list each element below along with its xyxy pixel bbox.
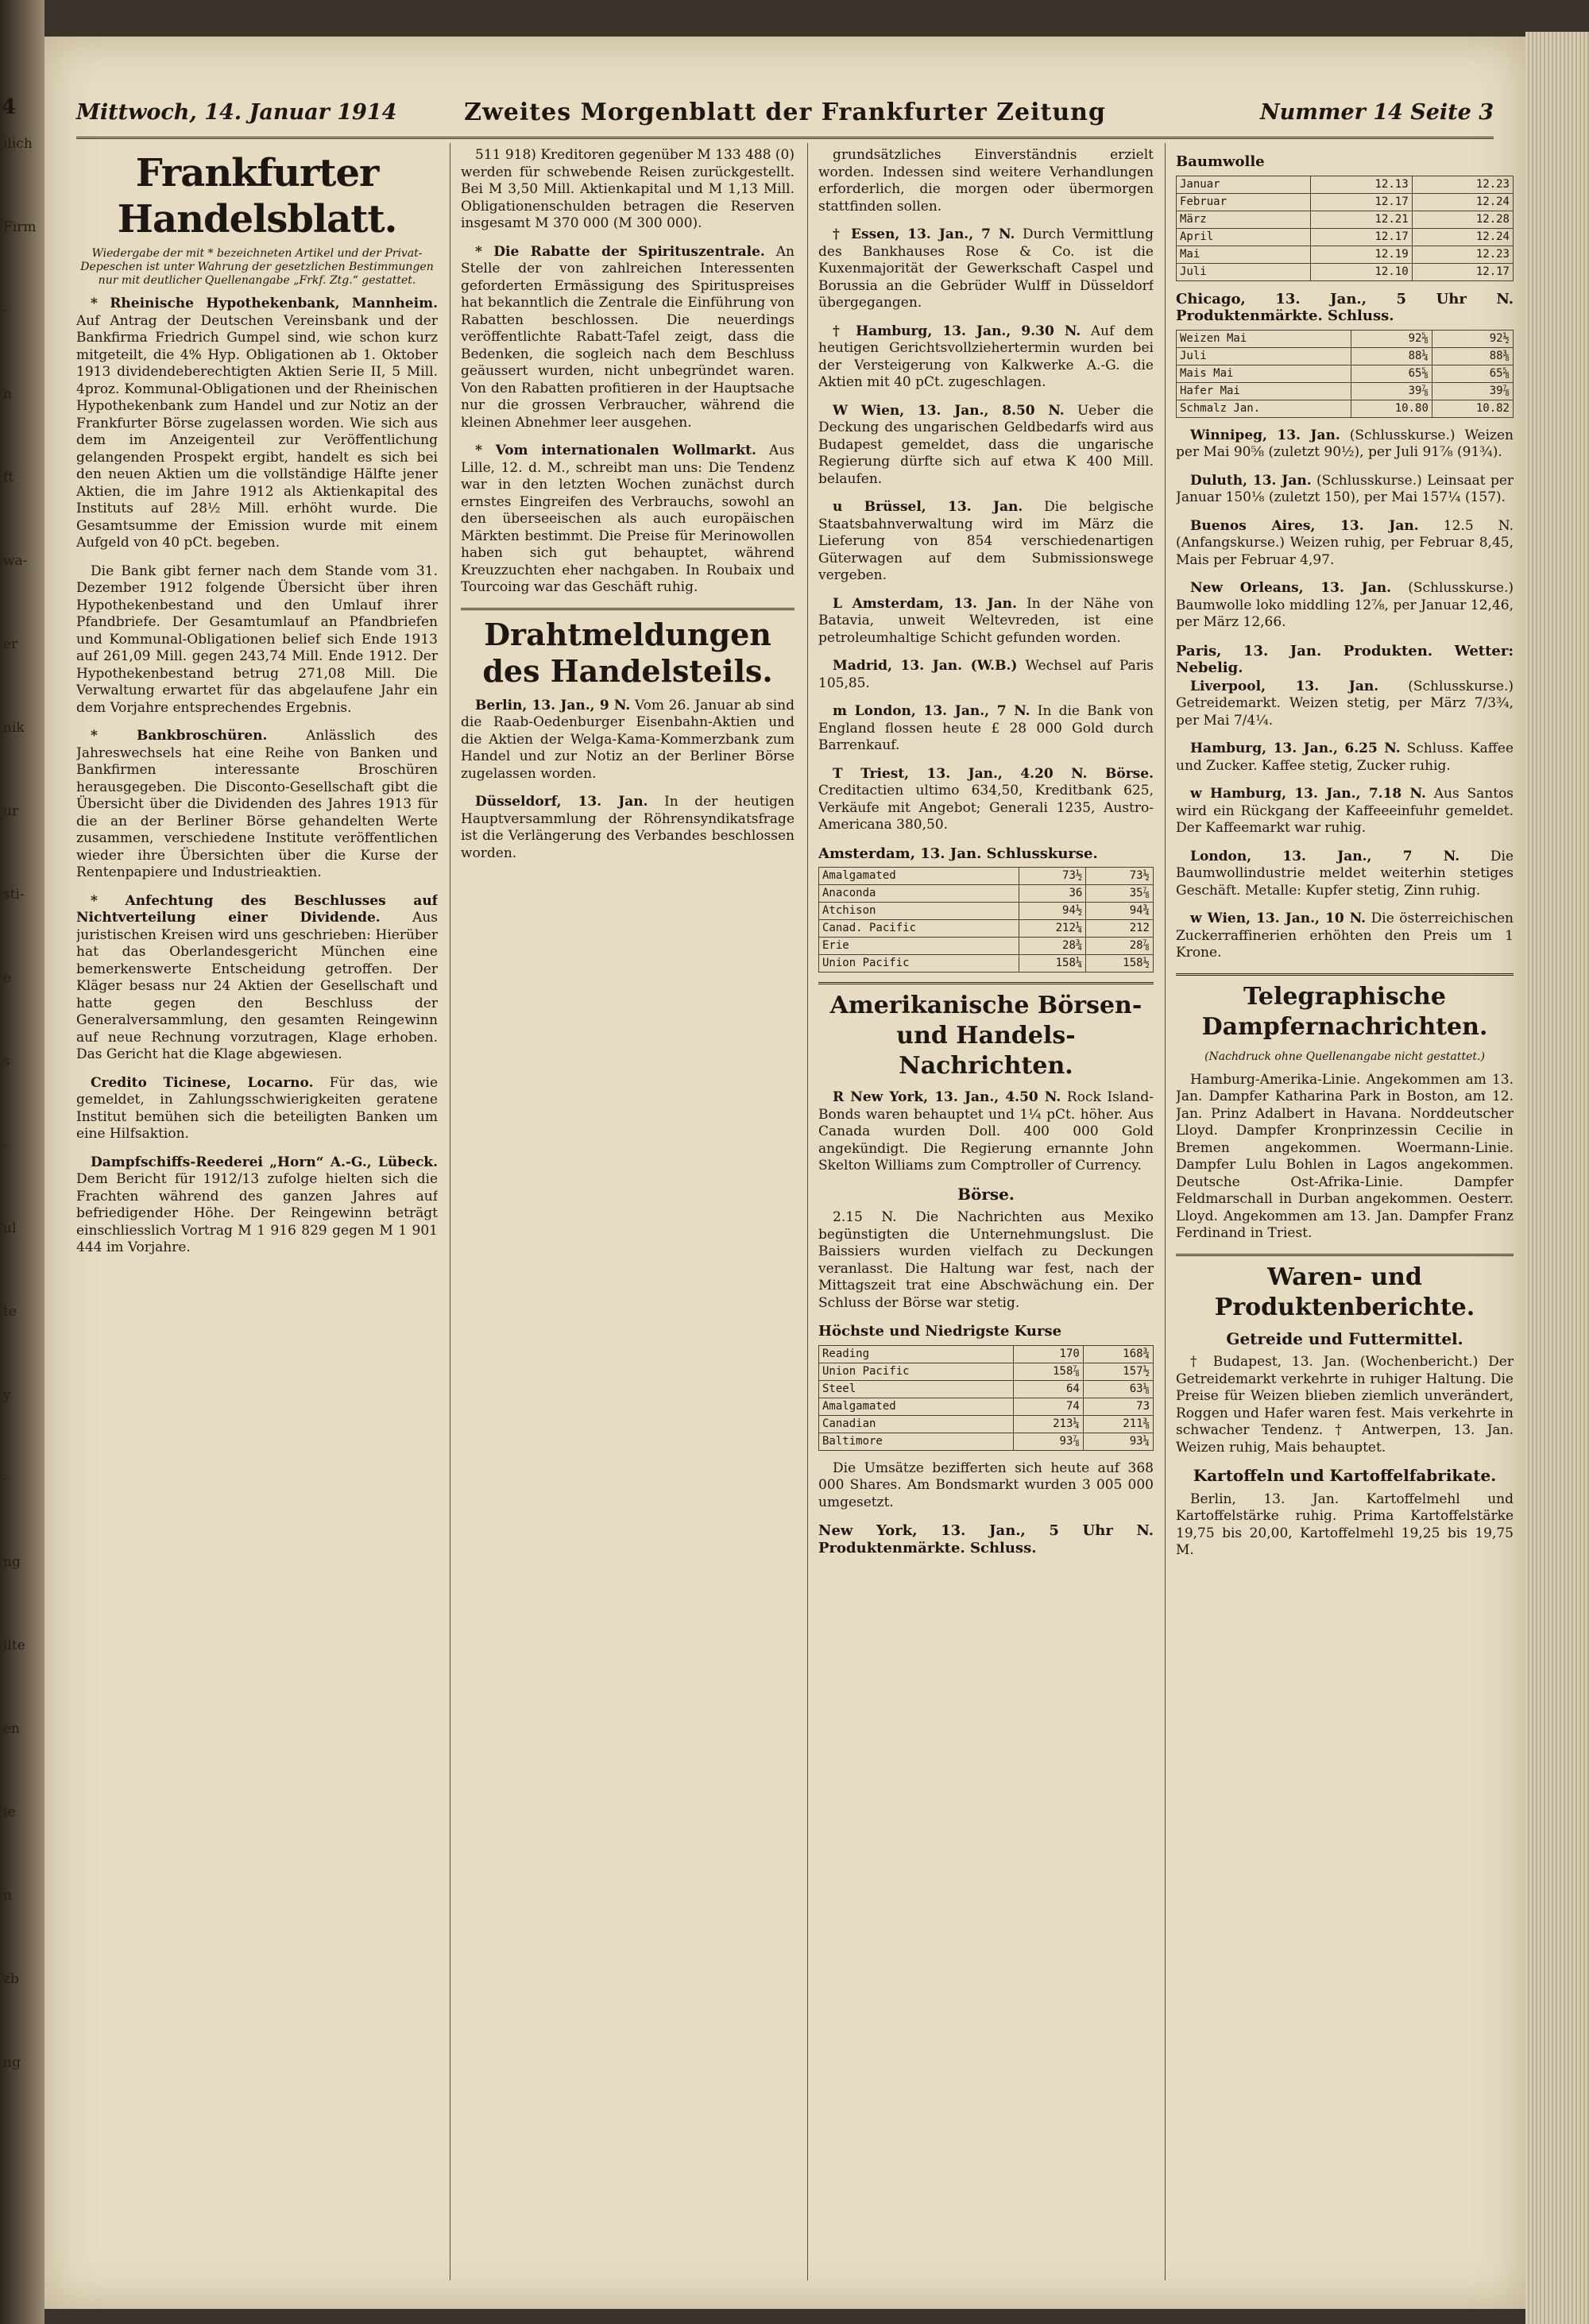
article: Dampfschiffs-Reederei „Horn“ A.-G., Lübeck. Dem Bericht für 1912/13 zufolge hielten sich die Frachten während des ganzen Jahres auf befriedigender Höhe. Der Reingewinn beträgt einschliesslich Vortrag M 1 916 829 gegen M 1 901 444 im Vorjahre. <box>76 1154 438 1255</box>
spine-text-fragment: n <box>3 386 12 402</box>
spine-page-number: 4 <box>2 95 17 119</box>
market-report: London, 13. Jan., 7 N. Die Baumwollindustrie meldet weiterhin stetiges Geschäft. Metalle: Kupfer stetig, Zinn ruhig. <box>1176 848 1514 899</box>
table-cell-value: 73 <box>1083 1398 1153 1415</box>
page-stack-edge <box>1525 32 1589 2324</box>
header-date: Mittwoch, 14. Januar 1914 <box>76 100 397 125</box>
table-cell-value: 92⅝ <box>1351 330 1432 347</box>
wire-item: Madrid, 13. Jan. (W.B.) Wechsel auf Paris 105,85. <box>818 658 1154 691</box>
amsterdam-price-table <box>818 867 1154 973</box>
steamer-news: Hamburg-Amerika-Linie. Angekommen am 13. Jan. Dampfer Katharina Park in Boston, am 12. Jan. Prinz Adalbert in Havana. Norddeutscher Lloyd. Dampfer Kronprinzessin Cecilie in Bremen angekommen. Woermann-Linie. Dampfer Lulu Bohlen in Lagos angekommen. Deutsche Ost-Afrika-Linie. Dampfer Feldmarschall in Durban angekommen. Oesterr. Lloyd. Angekommen am 13. Jan. Dampfer Franz Ferdinand in Triest. <box>1176 1071 1514 1241</box>
table-cell-value: 211⅜ <box>1083 1415 1153 1433</box>
table-cell-value: 158¼ <box>1019 955 1086 973</box>
table-row <box>1177 193 1514 211</box>
table-cell-label: Schmalz Jan. <box>1177 400 1351 417</box>
table-cell-value: 28⅞ <box>1086 938 1154 955</box>
table-cell-value: 63⅛ <box>1083 1380 1153 1398</box>
book-spine <box>0 0 44 2324</box>
article: * Bankbroschüren. Anlässlich des Jahreswechsels hat eine Reihe von Banken und Bankfirmen interessante Broschüren herausgegeben. Die Disconto-Gesellschaft gibt die Übersicht über die Dividenden des Jahres 1913 für die an der Berliner Börse gehandelten Werte zusammen, verschiedene Institute veröffentlichen wieder ihre Übersichten über die Kurse der Rentenpapiere und Industrieaktien. <box>76 728 438 880</box>
article: Credito Ticinese, Locarno. Für das, wie gemeldet, in Zahlungsschwierigkeiten geratene Institut bemühen sich die beteiligten Banken um eine Hilfsaktion. <box>76 1074 438 1142</box>
table-cell-value: 170 <box>1013 1345 1083 1363</box>
spine-text-fragment: nik <box>3 720 25 736</box>
table-row <box>1177 246 1514 263</box>
table-cell-value: 12.23 <box>1412 246 1513 263</box>
table-cell-value: 12.10 <box>1311 263 1412 280</box>
table-cell-value: 12.19 <box>1311 246 1412 263</box>
market-report: Hamburg, 13. Jan., 6.25 N. Schluss. Kaffee und Zucker. Kaffee stetig, Zucker ruhig. <box>1176 741 1514 774</box>
table-cell-label: Juli <box>1177 263 1311 280</box>
wire-item: u Brüssel, 13. Jan. Die belgische Staatsbahnverwaltung wird im März die Lieferung von 854 verschiedenartigen Güterwagen auf dem Submissionswege vergeben. <box>818 499 1154 583</box>
table-cell-value: 73½ <box>1086 868 1154 885</box>
table-caption: Baumwolle <box>1176 153 1265 170</box>
table-cell-label: Steel <box>819 1380 1014 1398</box>
table-cell-value: 94¾ <box>1086 903 1154 920</box>
spine-text-fragment: ilte <box>3 1638 25 1653</box>
spine-text-fragment: wa- <box>3 553 28 569</box>
table-row <box>1177 365 1514 382</box>
table-row <box>1177 228 1514 246</box>
table-cell-value: 88⅜ <box>1432 347 1513 365</box>
table-cell-label: Baltimore <box>819 1433 1014 1450</box>
wire-item: L Amsterdam, 13. Jan. In der Nähe von Batavia, unweit Weltevreden, ist eine petroleumhaltige Schicht gefunden worden. <box>818 595 1154 646</box>
market-report: Liverpool, 13. Jan. (Schlusskurse.) Getreidemarkt. Weizen stetig, per März 7/3¾, per Mai 7/4¼. <box>1176 678 1514 729</box>
table-row <box>819 1398 1154 1415</box>
table-cell-label: Erie <box>819 938 1019 955</box>
table-row <box>819 885 1154 903</box>
section-masthead: Frankfurter Handelsblatt. <box>117 151 397 242</box>
article-continuation: grundsätzliches Einverständnis erzielt worden. Indessen sind weitere Verhandlungen erforderlich, die morgen oder übermorgen stattfinden sollen. <box>818 147 1154 215</box>
table-cell-value: 88¼ <box>1351 347 1432 365</box>
table-cell-label: Hafer Mai <box>1177 382 1351 400</box>
spine-text-fragment: ng <box>3 2055 21 2071</box>
table-cell-value: 92½ <box>1432 330 1513 347</box>
table-cell-value: 157½ <box>1083 1363 1153 1380</box>
table-row <box>1177 176 1514 193</box>
spine-text-fragment: ft <box>3 470 14 485</box>
article: * Vom internationalen Wollmarkt. Aus Lille, 12. d. M., schreibt man uns: Die Tendenz war in den letzten Wochen zunächst durch ernstes Eingreifen des Verbrauchs, sowohl an den überseeischen als auch europäischen Märkten bestimmt. Die Preise für Merinowollen haben sich gut behauptet, während Kreuzzuchten eher nachgaben. In Roubaix und Tourcoing war das Geschäft ruhig. <box>461 443 794 595</box>
table-row <box>1177 263 1514 280</box>
table-cell-value: 158½ <box>1086 955 1154 973</box>
table-caption: Chicago, 13. Jan., 5 Uhr N. Produktenmärkte. Schluss. <box>1176 290 1514 324</box>
column-four <box>1176 147 1514 2284</box>
table-row <box>819 938 1154 955</box>
market-report: w Hamburg, 13. Jan., 7.18 N. Aus Santos wird ein Rückgang der Kaffeeeinfuhr gemeldet. Der Kaffeemarkt war ruhig. <box>1176 786 1514 836</box>
article: * Die Rabatte der Spirituszentrale. An Stelle der von zahlreichen Interessenten geforderten Ermässigung des Spirituspreises hat bekanntlich die Zentrale die Einführung von Rabatten beschlossen. Die neuerdings veröffentlichte Rabatt-Tafel zeigt, dass die Bedenken, die sogleich nach dem Beschluss geäussert wurden, nicht unbegründet waren. Von den Rabatten profitieren in der Hauptsache nur die grossen Verbraucher, während die kleinen Abnehmer leer ausgehen. <box>461 243 794 431</box>
spine-text-fragment: - <box>3 1137 8 1153</box>
table-row <box>819 1433 1154 1450</box>
column-two <box>461 147 794 2284</box>
table-row <box>819 903 1154 920</box>
table-row <box>1177 382 1514 400</box>
table-caption: Amsterdam, 13. Jan. Schlusskurse. <box>818 845 1098 862</box>
high-low-table <box>818 1345 1154 1451</box>
market-report: 2.15 N. Die Nachrichten aus Mexiko begünstigten die Unternehmungslust. Die Baissiers wurden vielfach zu Deckungen veranlasst. Die Haltung war fest, nach der Mittagszeit trat eine Abschwächung ein. Der Schluss der Börse war stetig. <box>818 1209 1154 1311</box>
subheading-boerse: Börse. <box>957 1184 1015 1204</box>
table-row <box>819 1415 1154 1433</box>
table-caption: Höchste und Niedrigste Kurse <box>818 1323 1062 1340</box>
table-cell-value: 65⅝ <box>1432 365 1513 382</box>
market-report: Die Umsätze bezifferten sich heute auf 368 000 Shares. Am Bondsmarkt wurden 3 005 000 umgesetzt. <box>818 1460 1154 1510</box>
table-cell-value: 12.17 <box>1311 193 1412 211</box>
table-cell-value: 158⅞ <box>1013 1363 1083 1380</box>
section-heading-waren: Waren- und Produktenberichte. <box>1176 1254 1514 1323</box>
header-title: Zweites Morgenblatt der Frankfurter Zeitung <box>464 99 1106 126</box>
table-cell-value: 12.17 <box>1412 263 1513 280</box>
wire-item: T Triest, 13. Jan., 4.20 N. Börse. Creditactien ultimo 634,50, Kreditbank 625, Verkäufe mit Angebot; Generali 1235, Austro-Americana 380,50. <box>818 765 1154 833</box>
wire-item: m London, 13. Jan., 7 N. In die Bank von England flossen heute £ 28 000 Gold durch Barrenkauf. <box>818 703 1154 753</box>
table-cell-value: 12.21 <box>1311 211 1412 228</box>
spine-text-fragment: er <box>3 636 18 652</box>
table-cell-value: 12.24 <box>1412 228 1513 246</box>
spine-text-fragment: Firm <box>3 219 37 235</box>
table-cell-label: Canadian <box>819 1415 1014 1433</box>
table-cell-value: 10.82 <box>1432 400 1513 417</box>
table-cell-label: Mais Mai <box>1177 365 1351 382</box>
spine-text-fragment: te <box>3 1304 17 1320</box>
table-row <box>819 1345 1154 1363</box>
wire-item: Düsseldorf, 13. Jan. In der heutigen Hauptversammlung der Röhrensyndikatsfrage ist die Verlängerung des Verbandes beschlossen worden. <box>461 794 794 861</box>
reprint-notice: (Nachdruck ohne Quellenangabe nicht gestattet.) <box>1204 1050 1485 1063</box>
table-cell-value: 213¼ <box>1013 1415 1083 1433</box>
table-row <box>1177 400 1514 417</box>
table-cell-value: 64 <box>1013 1380 1083 1398</box>
table-caption: New York, 13. Jan., 5 Uhr N. Produktenmärkte. Schluss. <box>818 1522 1154 1556</box>
table-cell-label: Atchison <box>819 903 1019 920</box>
table-cell-value: 12.17 <box>1311 228 1412 246</box>
article: * Rheinische Hypothekenbank, Mannheim. Auf Antrag der Deutschen Vereinsbank und der Bankfirma Friedrich Gumpel sind, wie schon kurz mitgeteilt, die 4% Hyp. Obligationen ab 1. Oktober 1913 dividendeberechtigten Aktien Serie II, 5 Mill. 4proz. Kommunal-Obligationen und der Rheinischen Hypothekenbank zum Handel und zur Notiz an der Frankfurter Börse zugelassen worden. Wie sich aus dem im Anzeigenteil zur Veröffentlichung gelangenden Prospekt ergibt, handelt es sich bei den neuen Aktien um die vollständige Hälfte jener Aktien, die im Jahre 1912 als Aktienkapital des Instituts auf 28½ Mill. erhöht wurde. Die Gesamtsumme der Emission wurde mit einem Aufgeld von 40 pCt. begeben. <box>76 296 438 551</box>
table-cell-label: Weizen Mai <box>1177 330 1351 347</box>
article: Die Bank gibt ferner nach dem Stande vom 31. Dezember 1912 folgende Übersicht über ihren Hypothekenbestand und den Umlauf ihrer Pfandbriefe. Der Gesamtumlauf an Pfandbriefen und Kommunal-Obligationen belief sich Ende 1913 auf 261,09 Mill. gegen 243,74 Mill. Ende 1912. Der Hypothekenbestand betrug 271,08 Mill. Die Verwaltung erwartet für das abgelaufene Jahr ein dem Vorjahre entsprechendes Ergebnis. <box>76 563 438 716</box>
spine-text-fragment: - <box>3 303 8 319</box>
table-cell-label: Januar <box>1177 176 1311 193</box>
spine-text-fragment: en <box>3 1721 21 1737</box>
spine-text-fragment: e <box>3 970 12 986</box>
table-cell-value: 28¾ <box>1019 938 1086 955</box>
spine-text-fragment: ilich <box>3 136 33 152</box>
table-cell-label: Juli <box>1177 347 1351 365</box>
market-report: † Budapest, 13. Jan. (Wochenbericht.) Der Getreidemarkt verkehrte in ruhiger Haltung. Die Preise für Weizen blieben ziemlich unverändert, Roggen und Hafer waren fest. Mais verkehrte in schwacher Tendenz. † Antwerpen, 13. Jan. Weizen ruhig, Mais behauptet. <box>1176 1354 1514 1456</box>
table-cell-value: 65⅝ <box>1351 365 1432 382</box>
section-heading-steamers: Telegraphische Dampfernachrichten. <box>1176 973 1514 1042</box>
table-row <box>819 1380 1154 1398</box>
table-cell-value: 74 <box>1013 1398 1083 1415</box>
table-cell-label: Union Pacific <box>819 955 1019 973</box>
table-cell-value: 212 <box>1086 920 1154 938</box>
spine-text-fragment: - <box>3 1471 8 1487</box>
market-report: Winnipeg, 13. Jan. (Schlusskurse.) Weizen per Mai 90⅝ (zuletzt 90½), per Juli 91⅞ (91¾). <box>1176 427 1514 460</box>
market-report: Buenos Aires, 13. Jan. 12.5 N. (Anfangskurse.) Weizen ruhig, per Februar 8,45, Mais per Februar 4,97. <box>1176 517 1514 568</box>
spine-text-fragment: sti- <box>3 887 25 903</box>
market-report: Duluth, 13. Jan. (Schlusskurse.) Leinsaat per Januar 150⅛ (zuletzt 150), per Mai 157¼ (157). <box>1176 472 1514 505</box>
subheading-getreide: Getreide und Futtermittel. <box>1226 1328 1463 1348</box>
spine-text-fragment: ul <box>3 1220 17 1236</box>
reprint-notice: Wiedergabe der mit * bezeichneten Artikel und der Privat-Depeschen ist unter Wahrung der gesetzlichen Bestimmungen nur mit deutlicher Quellenangabe „Frkf. Ztg.“ gestattet. <box>80 247 434 287</box>
table-row <box>1177 347 1514 365</box>
table-cell-label: Februar <box>1177 193 1311 211</box>
table-cell-value: 35⅞ <box>1086 885 1154 903</box>
table-row <box>819 868 1154 885</box>
table-cell-value: 93¼ <box>1083 1433 1153 1450</box>
subheading-kartoffeln: Kartoffeln und Kartoffelfabrikate. <box>1193 1466 1497 1485</box>
table-cell-value: 10.80 <box>1351 400 1432 417</box>
table-cell-label: April <box>1177 228 1311 246</box>
table-row <box>819 1363 1154 1380</box>
article: * Anfechtung des Beschlusses auf Nichtverteilung einer Dividende. Aus juristischen Kreisen wird uns geschrieben: Hierüber hat das Oberlandesgericht München eine bemerkenswerte Entscheidung getroffen. Der Kläger besass nur 24 Aktien der Gesellschaft und hatte gegen den Beschluss der Generalversammlung, den gesamten Reingewinn auf neue Rechnung vorzutragen, Klage erhoben. Das Gericht hat die Klage abgewiesen. <box>76 892 438 1062</box>
table-caption: Paris, 13. Jan. Produkten. Wetter: Nebelig. <box>1176 642 1514 676</box>
section-heading-drahtmeldungen: Drahtmeldungen des Handelsteils. <box>461 608 794 690</box>
column-rule <box>807 143 808 2280</box>
table-row <box>1177 330 1514 347</box>
wire-item: † Hamburg, 13. Jan., 9.30 N. Auf dem heutigen Gerichtsvollziehertermin wurden bei der Versteigerung von Kalkwerke A.-G. die Aktien mit 40 pCt. zugeschlagen. <box>818 323 1154 390</box>
spine-text-fragment: ng <box>3 1554 21 1570</box>
table-cell-label: Reading <box>819 1345 1014 1363</box>
market-report: w Wien, 13. Jan., 10 N. Die österreichischen Zuckerraffinerien erhöhten den Preis um 1 Krone. <box>1176 911 1514 961</box>
table-cell-value: 168¾ <box>1083 1345 1153 1363</box>
table-row <box>819 920 1154 938</box>
section-heading-american: Amerikanische Börsen- und Handels-Nachrichten. <box>818 982 1154 1081</box>
wire-item: W Wien, 13. Jan., 8.50 N. Ueber die Deckung des ungarischen Geldbedarfs wird aus Budapest gemeldet, dass die ungarische Regierung dürfte sich auf etwa K 400 Mill. belaufen. <box>818 402 1154 487</box>
column-three <box>818 147 1154 2284</box>
table-cell-value: 36 <box>1019 885 1086 903</box>
table-cell-value: 39⅞ <box>1351 382 1432 400</box>
table-cell-label: Anaconda <box>819 885 1019 903</box>
spine-text-fragment: ie <box>3 1804 16 1820</box>
column-handelsblatt <box>76 147 438 2284</box>
table-cell-label: Union Pacific <box>819 1363 1014 1380</box>
wire-item: Berlin, 13. Jan., 9 N. Vom 26. Januar ab sind die Raab-Oedenburger Eisenbahn-Aktien und die Aktien der Welga-Kama-Kommerzbank zum Handel und zur Notiz an der Berliner Börse zugelassen worden. <box>461 697 794 782</box>
table-cell-value: 12.24 <box>1412 193 1513 211</box>
spine-text-fragment: n <box>3 1888 12 1904</box>
spine-text-fragment: y <box>3 1387 11 1403</box>
table-cell-label: Mai <box>1177 246 1311 263</box>
table-cell-value: 73½ <box>1019 868 1086 885</box>
table-cell-label: Amalgamated <box>819 868 1019 885</box>
table-cell-value: 12.23 <box>1412 176 1513 193</box>
spine-text-fragment: zb <box>3 1971 19 1987</box>
header-page-number: Nummer 14 Seite 3 <box>1260 100 1494 125</box>
cotton-table <box>1176 176 1514 281</box>
table-cell-label: März <box>1177 211 1311 228</box>
table-cell-value: 212¼ <box>1019 920 1086 938</box>
article-continuation: 511 918) Kreditoren gegenüber M 133 488 (0) werden für schwebende Reisen zurückgestellt. Bei M 3,50 Mill. Aktienkapital und M 1,13 Mill. Obligationenschulden betragen die Reserven insgesamt M 370 000 (M 300 000). <box>461 147 794 231</box>
spine-text-fragment: s <box>3 1054 10 1069</box>
market-report: New Orleans, 13. Jan. (Schlusskurse.) Baumwolle loko middling 12⅞, per Januar 12,46, per März 12,66. <box>1176 580 1514 630</box>
page-header <box>76 95 1494 139</box>
spine-text-fragment: ur <box>3 803 19 819</box>
wire-item: † Essen, 13. Jan., 7 N. Durch Vermittlung des Bankhauses Rose & Co. ist die Kuxenmajorität der Gewerkschaft Caspel und Borussia an die Gebrüder Wulff in Düsseldorf übergegangen. <box>818 226 1154 311</box>
table-cell-value: 39⅞ <box>1432 382 1513 400</box>
market-report: Berlin, 13. Jan. Kartoffelmehl und Kartoffelstärke ruhig. Prima Kartoffelstärke 19,75 bis 20,00, Kartoffelmehl 19,25 bis 19,75 M. <box>1176 1491 1514 1558</box>
column-rule <box>1165 143 1166 2280</box>
table-cell-label: Canad. Pacific <box>819 920 1019 938</box>
table-cell-value: 12.28 <box>1412 211 1513 228</box>
wire-item: R New York, 13. Jan., 4.50 N. Rock Island-Bonds waren behauptet und 1¼ pCt. höher. Aus Canada wurden Doll. 400 000 Gold angekündigt. Die Regierung ernannte John Skelton Williams zum Comptroller of Currency. <box>818 1089 1154 1174</box>
table-cell-label: Amalgamated <box>819 1398 1014 1415</box>
table-cell-value: 93⅞ <box>1013 1433 1083 1450</box>
table-row <box>1177 211 1514 228</box>
table-cell-value: 12.13 <box>1311 176 1412 193</box>
table-cell-value: 94½ <box>1019 903 1086 920</box>
chicago-table <box>1176 330 1514 418</box>
table-row <box>819 955 1154 973</box>
